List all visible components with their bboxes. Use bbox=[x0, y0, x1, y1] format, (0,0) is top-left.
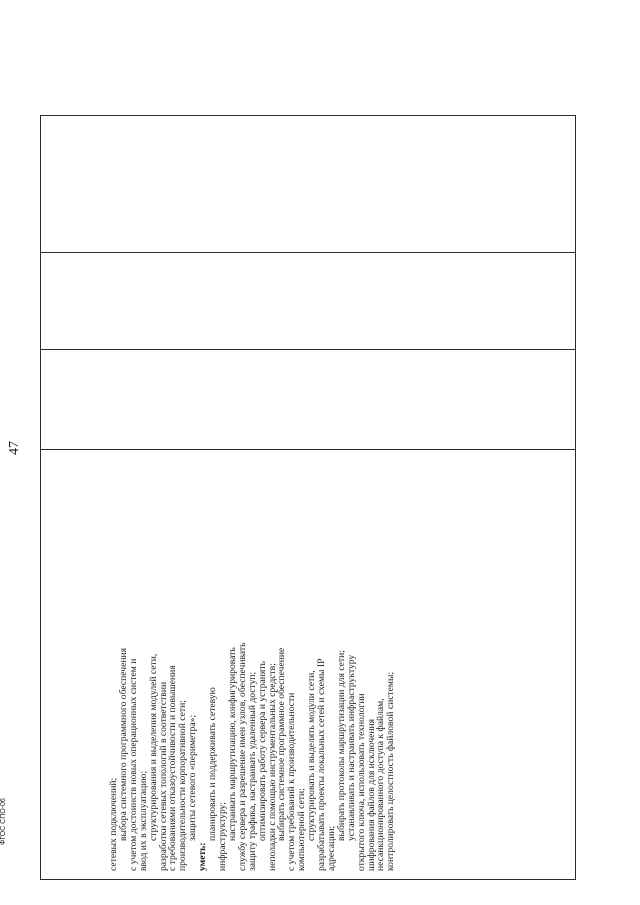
text-line: выбирать протоколы маршрутизации для сети; bbox=[335, 650, 347, 841]
text-line: планировать и поддерживать сетевую bbox=[207, 687, 219, 841]
section-heading: уметь: bbox=[197, 842, 209, 871]
text-line: оптимизировать работу сервера и устранять bbox=[256, 661, 268, 841]
text-line: структурирования и выделения модулей сети, bbox=[147, 653, 159, 841]
text-line: выбирать системное программное обеспечение bbox=[276, 647, 288, 841]
table-column-3 bbox=[41, 252, 575, 349]
text-line: компьютерной сети; bbox=[296, 788, 308, 871]
text-line: контролировать целостность файловой системы; bbox=[385, 671, 397, 871]
text-line: ввод их в эксплуатацию; bbox=[137, 770, 149, 871]
text-line: службу сервера и разрешение имен узлов, обеспечивать bbox=[236, 642, 248, 871]
text-line: настраивать маршрутизацию, конфигурировать bbox=[226, 647, 238, 841]
text-line: устанавливать и настраивать инфраструктуру bbox=[345, 654, 357, 841]
text-line: разработки сетевых топологий в соответствии bbox=[157, 681, 169, 871]
competencies-cell bbox=[109, 451, 396, 871]
text-line: неполадки с помощью инструментальных средств; bbox=[266, 663, 278, 871]
text-line: шифрования файлов для исключения bbox=[365, 718, 377, 871]
text-line: адресации; bbox=[325, 825, 337, 871]
text-line: несанкционированного доступа к файлам, bbox=[375, 698, 387, 871]
table-column-2 bbox=[41, 349, 575, 449]
text-line: открытого ключа, использовать технологии bbox=[355, 693, 367, 871]
text-line: разрабатывать проекты локальных сетей и схемы IP bbox=[316, 658, 328, 871]
text-line: инфраструктуру; bbox=[216, 802, 228, 871]
text-line: выбора системного программного обеспечения bbox=[117, 647, 129, 841]
text-line: структурировать и выделять модули сети, bbox=[306, 670, 318, 841]
standards-table bbox=[40, 115, 576, 880]
table-column-competencies bbox=[41, 449, 575, 879]
text-line: производительности корпоративной сети; bbox=[177, 700, 189, 871]
text-line: защиты сетевого «периметра»; bbox=[187, 714, 199, 841]
footer-code: ФГОС СПО-06 bbox=[0, 798, 7, 845]
table-column-4 bbox=[41, 114, 575, 252]
text-line: с учетом требований к производительности bbox=[286, 692, 298, 871]
text-line: защиту трафика, настраивать удаленный доступ; bbox=[246, 671, 258, 871]
text-line: с требованиями отказоустойчивости и повышения bbox=[167, 665, 179, 871]
text-line: сетевых подключений; bbox=[108, 777, 119, 871]
text-line: с учетом достоинств новых операционных систем и bbox=[127, 658, 139, 871]
page-number: 47 bbox=[7, 441, 22, 455]
